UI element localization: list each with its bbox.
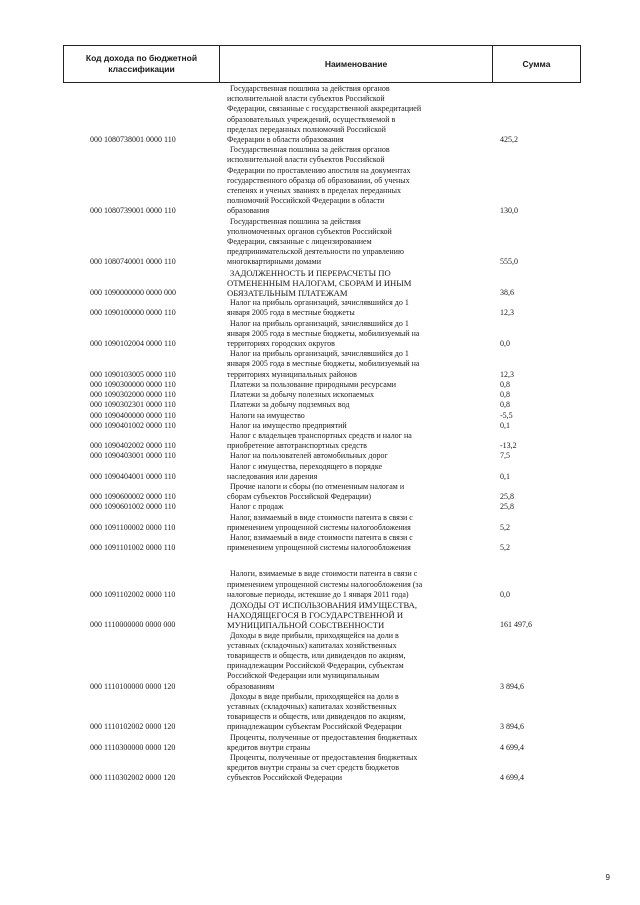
table-row xyxy=(0,268,640,299)
row-name-line: Государственная пошлина за действия органов xyxy=(230,145,390,155)
row-amount: 12,3 xyxy=(500,369,514,379)
row-name-line: образования xyxy=(227,206,270,216)
header-name: Наименование xyxy=(220,46,493,82)
row-name-line: сборам субъектов Российской Федерации) xyxy=(227,492,372,502)
table-row xyxy=(0,569,640,600)
row-name-line: Платежи за пользование природными ресурсами xyxy=(230,379,397,389)
row-name-line: Российской Федерации или муниципальным xyxy=(227,671,380,681)
row-name-line: Налог с продаж xyxy=(230,502,284,512)
row-code: 000 1090402002 0000 110 xyxy=(90,441,176,451)
row-amount: 555,0 xyxy=(500,257,518,267)
row-amount: 25,8 xyxy=(500,492,514,502)
row-name xyxy=(227,533,441,553)
row-name xyxy=(227,268,441,299)
row-code: 000 1090600002 0000 110 xyxy=(90,492,176,502)
row-amount: 130,0 xyxy=(500,206,518,216)
row-amount: -13,2 xyxy=(500,441,517,451)
row-code: 000 1110302002 0000 120 xyxy=(90,773,176,783)
row-name-line: уставных (складочных) капиталах хозяйственных xyxy=(227,640,397,650)
row-amount: 0,0 xyxy=(500,339,510,349)
row-name xyxy=(227,569,441,600)
row-name-line: образованиям xyxy=(227,681,275,691)
row-name-line: государственного образца об образовании, об ученых xyxy=(227,175,410,185)
row-amount: 12,3 xyxy=(500,308,514,318)
row-name-line: ОТМЕНЕННЫМ НАЛОГАМ, СБОРАМ И ИНЫМ xyxy=(227,277,412,288)
row-name xyxy=(227,462,441,482)
row-name-line: ДОХОДЫ ОТ ИСПОЛЬЗОВАНИЯ ИМУЩЕСТВА, xyxy=(230,599,417,610)
row-name-line: Проценты, полученные от предоставления бюджетных xyxy=(230,753,418,762)
row-name-line: принадлежащим субъектам Российской Федерации xyxy=(227,722,402,732)
row-name xyxy=(227,502,441,512)
row-code: 000 1110300000 0000 120 xyxy=(90,742,176,752)
row-name-line: Налог на прибыль организаций, зачислявшийся до 1 xyxy=(230,318,409,328)
row-name-line: полномочий Российской Федерации в области xyxy=(227,196,385,206)
row-name-line: Платежи за добычу полезных ископаемых xyxy=(230,390,374,400)
row-amount: 5,2 xyxy=(500,522,510,532)
row-name xyxy=(227,692,441,733)
row-name-line: Налог, взимаемый в виде стоимости патента в связи с xyxy=(230,532,413,542)
row-name-line: Налог на пользователей автомобильных дорог xyxy=(230,451,388,461)
table-row xyxy=(0,84,640,145)
row-name-line: Доходы в виде прибыли, приходящейся на доли в xyxy=(230,630,399,640)
row-name-line: принадлежащим Российской Федерации, субъектам xyxy=(227,661,404,671)
row-name-line: Налог с имущества, переходящего в порядке xyxy=(230,461,383,471)
table-row xyxy=(0,411,640,421)
row-amount: 0,1 xyxy=(500,420,510,430)
row-amount: 7,5 xyxy=(500,451,510,461)
row-name-line: Проценты, полученные от предоставления бюджетных xyxy=(230,732,418,742)
row-name-line: товариществ и обществ, или дивидендов по акциям, xyxy=(227,712,406,722)
row-name-line: Государственная пошлина за действия xyxy=(230,216,361,226)
table-row xyxy=(0,753,640,784)
row-name-line: налоговые периоды, истекшие до 1 января 2011 года) xyxy=(227,589,409,599)
row-name xyxy=(227,84,441,145)
row-name xyxy=(227,431,441,451)
table-row xyxy=(0,400,640,410)
row-amount: 0,8 xyxy=(500,400,510,410)
row-name-line: Федерации по проставлению апостиля на документах xyxy=(227,165,411,175)
header-amount: Сумма xyxy=(522,58,551,69)
row-name-line: НАХОДЯЩЕГОСЯ В ГОСУДАРСТВЕННОЙ И xyxy=(227,610,404,621)
row-name-line: Государственная пошлина за действия органов xyxy=(230,84,390,93)
table-row xyxy=(0,349,640,380)
row-name xyxy=(227,390,441,400)
row-code: 000 1090400000 0000 110 xyxy=(90,410,176,420)
row-name-line: территориях муниципальных районов xyxy=(227,369,357,379)
table-row xyxy=(0,145,640,216)
row-name-line: кредитов внутри страны xyxy=(227,742,311,752)
row-name-line: января 2005 года в местные бюджеты xyxy=(227,308,355,318)
row-name-line: кредитов внутри страны за счет средств бюджетов xyxy=(227,763,400,773)
table-row xyxy=(0,631,640,692)
row-name-line: ОБЯЗАТЕЛЬНЫМ ПЛАТЕЖАМ xyxy=(227,288,348,299)
row-name-line: применением упрощенной системы налогообложения (за xyxy=(227,579,423,589)
row-code: 000 1090302301 0000 110 xyxy=(90,400,176,410)
header-code: Код дохода по бюджетной классификации xyxy=(64,46,220,82)
table-row xyxy=(0,319,640,350)
row-name-line: Налог на прибыль организаций, зачислявшийся до 1 xyxy=(230,298,409,308)
row-amount: 425,2 xyxy=(500,135,518,145)
table-row xyxy=(0,600,640,631)
row-code: 000 1090000000 0000 000 xyxy=(90,288,176,298)
row-name-line: Федерации, связанные с государственной аккредитацией xyxy=(227,104,422,114)
table-header xyxy=(63,45,581,83)
table-row xyxy=(0,451,640,461)
row-amount: 0,8 xyxy=(500,390,510,400)
row-name-line: применением упрощенной системы налогообложения xyxy=(227,543,411,553)
row-name-line: МУНИЦИПАЛЬНОЙ СОБСТВЕННОСТИ xyxy=(227,620,385,631)
row-name xyxy=(227,753,441,784)
row-name-line: Налог на имущество предприятий xyxy=(230,420,347,430)
row-name-line: Налог, взимаемый в виде стоимости патента в связи с xyxy=(230,512,413,522)
row-name-line: приобретение автотранспортных средств xyxy=(227,441,367,451)
row-code: 000 1090404001 0000 110 xyxy=(90,471,176,481)
row-name-line: Прочие налоги и сборы (по отмененным налогам и xyxy=(230,481,405,491)
table-row xyxy=(0,502,640,512)
row-code: 000 1091101002 0000 110 xyxy=(90,543,176,553)
row-name-line: Налоги на имущество xyxy=(230,410,305,420)
row-code: 000 1110000000 0000 000 xyxy=(90,620,176,630)
row-code: 000 1110100000 0000 120 xyxy=(90,681,176,691)
row-code: 000 1090403001 0000 110 xyxy=(90,451,176,461)
row-name xyxy=(227,145,441,216)
row-name xyxy=(227,733,441,753)
row-name xyxy=(227,349,441,380)
row-name xyxy=(227,631,441,692)
table-row xyxy=(0,390,640,400)
row-name xyxy=(227,482,441,502)
row-code: 000 1080739001 0000 110 xyxy=(90,206,176,216)
row-code: 000 1090100000 0000 110 xyxy=(90,308,176,318)
row-name xyxy=(227,298,441,318)
row-name xyxy=(227,513,441,533)
row-amount: 38,6 xyxy=(500,288,514,298)
row-code: 000 1091100002 0000 110 xyxy=(90,522,176,532)
table-row xyxy=(0,217,640,268)
row-name xyxy=(227,421,441,431)
row-name xyxy=(227,380,441,390)
row-amount: 4 699,4 xyxy=(500,773,524,783)
row-code: 000 1090302000 0000 110 xyxy=(90,390,176,400)
row-amount: 3 894,6 xyxy=(500,722,524,732)
row-amount: 25,8 xyxy=(500,502,514,512)
table-row xyxy=(0,533,640,553)
row-name-line: января 2005 года в местные бюджеты, мобилизуемый на xyxy=(227,328,420,338)
row-name-line: уставных (складочных) капиталах хозяйственных xyxy=(227,701,397,711)
page-number: 9 xyxy=(605,873,610,882)
row-code: 000 1080740001 0000 110 xyxy=(90,257,176,267)
table-row xyxy=(0,298,640,318)
row-name-line: исполнительной власти субъектов Российской xyxy=(227,94,385,104)
row-name-line: товариществ и обществ, или дивидендов по акциям, xyxy=(227,650,406,660)
table-row xyxy=(0,431,640,451)
row-name-line: уполномоченных органов субъектов Российской xyxy=(227,226,392,236)
row-code: 000 1090300000 0000 110 xyxy=(90,379,176,389)
row-name-line: пределах переданных полномочий Российской xyxy=(227,124,386,134)
row-name-line: субъектов Российской Федерации xyxy=(227,773,343,783)
row-code: 000 1090601002 0000 110 xyxy=(90,502,176,512)
row-name-line: Федерации в области образования xyxy=(227,135,344,145)
row-amount: 3 894,6 xyxy=(500,681,524,691)
table-row xyxy=(0,733,640,753)
row-name-line: территориях городских округов xyxy=(227,339,335,349)
row-name-line: Федерации, связанные с лицензированием xyxy=(227,237,372,247)
row-name-line: применением упрощенной системы налогообложения xyxy=(227,522,411,532)
row-name-line: января 2005 года в местные бюджеты, мобилизуемый на xyxy=(227,359,420,369)
row-name xyxy=(227,319,441,350)
row-code: 000 1080738001 0000 110 xyxy=(90,135,176,145)
table-row xyxy=(0,421,640,431)
row-name-line: степенях и ученых званиях в пределах переданных xyxy=(227,186,402,196)
table-row xyxy=(0,513,640,533)
row-name-line: Налог с владельцев транспортных средств и налог на xyxy=(230,430,412,440)
row-amount: 5,2 xyxy=(500,543,510,553)
row-amount: 0,8 xyxy=(500,379,510,389)
table-row xyxy=(0,692,640,733)
row-amount: 4 699,4 xyxy=(500,742,524,752)
table-row xyxy=(0,482,640,502)
table-row xyxy=(0,380,640,390)
row-name-line: многоквартирными домами xyxy=(227,257,322,267)
table-body xyxy=(0,84,640,784)
row-name xyxy=(227,217,441,268)
table-row xyxy=(0,462,640,482)
row-code: 000 1110102002 0000 120 xyxy=(90,722,176,732)
row-code: 000 1090401002 0000 110 xyxy=(90,420,176,430)
row-code: 000 1091102002 0000 110 xyxy=(90,589,176,599)
row-name xyxy=(227,600,441,631)
row-name-line: Платежи за добычу подземных вод xyxy=(230,400,350,410)
row-name xyxy=(227,451,441,461)
row-name-line: Налог на прибыль организаций, зачислявшийся до 1 xyxy=(230,349,409,359)
row-amount: 0,1 xyxy=(500,471,510,481)
row-name-line: наследования или дарения xyxy=(227,471,318,481)
row-code: 000 1090103005 0000 110 xyxy=(90,369,176,379)
row-name xyxy=(227,411,441,421)
row-name-line: ЗАДОЛЖЕННОСТЬ И ПЕРЕРАСЧЕТЫ ПО xyxy=(230,267,391,278)
row-name xyxy=(227,400,441,410)
row-name-line: исполнительной власти субъектов Российской xyxy=(227,155,385,165)
row-name-line: Налоги, взимаемые в виде стоимости патента в связи с xyxy=(230,569,418,579)
row-amount: 161 497,6 xyxy=(500,620,532,630)
row-name-line: предпринимательской деятельности по управлению xyxy=(227,247,404,257)
row-amount: -5,5 xyxy=(500,410,513,420)
row-amount: 0,0 xyxy=(500,589,510,599)
row-name-line: образовательных учреждений, осуществляемой в xyxy=(227,114,396,124)
row-code: 000 1090102004 0000 110 xyxy=(90,339,176,349)
row-name-line: Доходы в виде прибыли, приходящейся на доли в xyxy=(230,691,399,701)
